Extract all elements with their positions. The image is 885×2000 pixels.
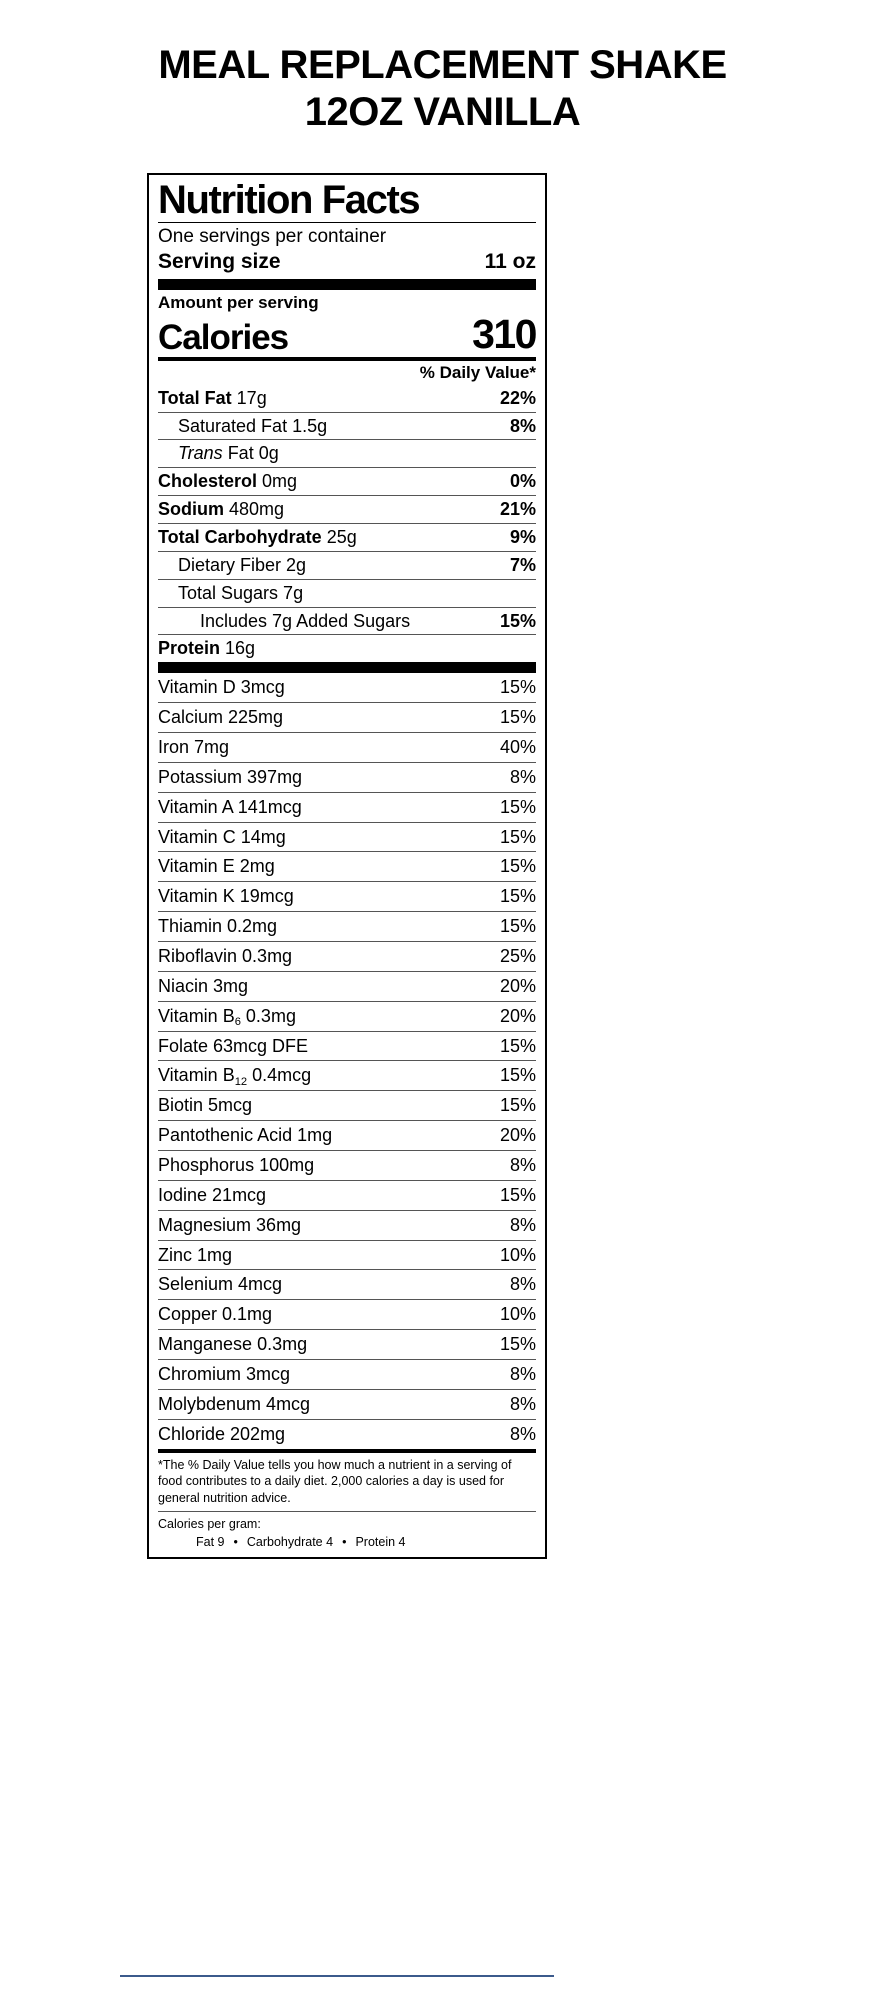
nutrition-facts-label-wrapper [147,173,547,1559]
vitamin-daily-value: 8% [509,1423,536,1444]
nutrient-row [158,439,536,467]
vitamin-row [158,1240,536,1270]
vitamin-row [158,1180,536,1210]
vitamin-name: Vitamin K 19mcg [158,886,294,907]
bullet-separator: • [233,1534,238,1549]
vitamin-name: Iron 7mg [158,736,230,757]
calories-per-gram-item: Carbohydrate 4 [246,1534,334,1549]
nutrient-name: Total Carbohydrate 25g [158,526,357,547]
nutrient-name: Saturated Fat 1.5g [178,415,328,436]
vitamin-row [158,1210,536,1240]
vitamin-row [158,911,536,941]
vitamin-row [158,822,536,852]
vitamin-daily-value: 15% [499,796,536,817]
serving-size-value: 11 oz [484,250,536,274]
calories-per-gram-item: Protein 4 [355,1534,406,1549]
vitamin-daily-value: 40% [499,736,536,757]
vitamin-row [158,1269,536,1299]
nutrient-daily-value: 21% [499,499,536,520]
vitamin-name: Folate 63mcg DFE [158,1035,309,1056]
vitamin-row [158,851,536,881]
vitamin-row [158,1090,536,1120]
nutrient-daily-value: 7% [509,554,536,575]
calories-value: 310 [472,310,536,357]
vitamin-daily-value: 20% [499,1125,536,1146]
vitamin-name: Thiamin 0.2mg [158,916,278,937]
nutrient-row [158,607,536,635]
nutrient-daily-value: 0% [509,471,536,492]
vitamin-row [158,1329,536,1359]
vitamin-row [158,1299,536,1329]
vitamin-name: Copper 0.1mg [158,1304,273,1325]
vitamin-name: Chloride 202mg [158,1423,286,1444]
vitamin-daily-value: 15% [499,916,536,937]
vitamin-daily-value: 15% [499,826,536,847]
vitamin-row [158,792,536,822]
servings-per-container: One servings per container [158,226,387,247]
calories-per-gram-label: Calories per gram: [158,1517,261,1532]
vitamin-daily-value: 15% [499,707,536,728]
vitamin-row [158,1150,536,1180]
daily-value-footnote: *The % Daily Value tells you how much a nutrient in a serving of food contributes to a daily diet. 2,000 calories a day is used for general nutrition advice. [158,1457,512,1505]
vitamin-name: Molybdenum 4mcg [158,1393,311,1414]
vitamin-row [158,1359,536,1389]
vitamin-name: Vitamin $B_6$ 0.3mg [158,1005,296,1028]
nutrient-name: Cholesterol 0mg [158,471,298,492]
vitamin-daily-value: 15% [499,886,536,907]
nutrient-row [158,467,536,495]
vitamin-row [158,762,536,792]
serving-size-row [158,249,536,278]
bottom-divider [120,1975,554,1977]
vitamin-daily-value: 20% [499,975,536,996]
vitamin-row [158,1031,536,1061]
nutrient-daily-value: 8% [509,415,536,436]
vitamin-name: Vitamin D 3mcg [158,677,285,698]
calories-row [158,310,536,357]
vitamin-name: Manganese 0.3mg [158,1334,308,1355]
nutrient-row [158,523,536,551]
vitamin-daily-value: 8% [509,1393,536,1414]
nutrient-name: Includes 7g Added Sugars [200,610,411,631]
nutrient-row [158,551,536,579]
vitamin-row [158,1389,536,1419]
vitamin-daily-value: 15% [499,1035,536,1056]
nutrient-row [158,634,536,662]
vitamin-name: Pantothenic Acid 1mg [158,1125,333,1146]
nutrient-daily-value: 9% [509,526,536,547]
nutrient-name: Total Sugars 7g [178,582,304,603]
vitamin-daily-value: 8% [509,1364,536,1385]
vitamin-daily-value: 25% [499,945,536,966]
page-title [0,0,885,136]
calories-per-gram-items [158,1534,536,1552]
nutrient-name: Total Fat 17g [158,387,267,408]
serving-size-label: Serving size [158,250,281,274]
vitamin-name: Potassium 397mg [158,766,303,787]
vitamin-name: Iodine 21mcg [158,1184,267,1205]
vitamin-name: Zinc 1mg [158,1244,233,1265]
vitamin-daily-value: 10% [499,1304,536,1325]
nutrient-name: Protein 16g [158,638,256,659]
vitamin-name: Niacin 3mg [158,975,249,996]
vitamin-name: Calcium 225mg [158,707,284,728]
vitamin-daily-value: 8% [509,1214,536,1235]
vitamin-mineral-list [158,673,536,1448]
nutrient-name: Dietary Fiber 2g [178,554,307,575]
vitamin-daily-value: 15% [499,677,536,698]
vitamin-row [158,1060,536,1090]
vitamin-name: Selenium 4mcg [158,1274,283,1295]
nutrient-name: Trans Fat 0g [178,443,279,464]
vitamin-row [158,1001,536,1031]
vitamin-name: Riboflavin 0.3mg [158,945,293,966]
bullet-separator: • [342,1534,347,1549]
vitamin-daily-value: 20% [499,1005,536,1026]
vitamin-row [158,881,536,911]
nutrient-row [158,412,536,440]
calories-per-gram-block [158,1511,536,1553]
vitamin-row [158,702,536,732]
vitamin-name: Vitamin $B_{12}$ 0.4mcg [158,1065,312,1088]
vitamin-name: Vitamin C 14mg [158,826,286,847]
vitamin-name: Chromium 3mcg [158,1364,291,1385]
amount-per-serving-label: Amount per serving [158,292,319,312]
vitamin-row [158,673,536,702]
vitamin-name: Magnesium 36mg [158,1214,302,1235]
product-title-line-1: MEAL REPLACEMENT SHAKE [158,43,727,87]
vitamin-daily-value: 15% [499,1334,536,1355]
vitamin-row [158,732,536,762]
vitamin-daily-value: 10% [499,1244,536,1265]
nutrient-list [158,385,536,663]
vitamin-row [158,971,536,1001]
vitamin-name: Biotin 5mcg [158,1095,253,1116]
vitamin-row [158,941,536,971]
nutrient-name: Sodium 480mg [158,499,285,520]
daily-value-header: % Daily Value* [419,362,536,382]
vitamin-daily-value: 15% [499,1184,536,1205]
nutrition-facts-label [147,173,547,1559]
product-title-line-2: 12OZ VANILLA [304,90,581,135]
calories-label: Calories [158,317,289,357]
nutrient-row [158,495,536,523]
vitamin-name: Vitamin A 141mcg [158,796,302,817]
vitamin-daily-value: 15% [499,856,536,877]
vitamin-name: Phosphorus 100mg [158,1155,315,1175]
vitamin-daily-value: 15% [499,1095,536,1116]
nutrient-daily-value: 15% [499,610,536,631]
vitamin-daily-value: 15% [499,1065,536,1086]
vitamin-name: Vitamin E 2mg [158,856,275,877]
nutrient-row [158,385,536,412]
nutrient-daily-value: 22% [499,387,536,408]
nutrition-facts-title: Nutrition Facts [158,178,420,222]
nutrient-row [158,579,536,607]
calories-per-gram-item: Fat 9 [196,1534,225,1549]
vitamin-row [158,1419,536,1449]
vitamin-daily-value: 8% [509,766,536,787]
vitamin-row [158,1120,536,1150]
vitamin-daily-value: 8% [509,1274,536,1295]
vitamin-daily-value: 8% [509,1155,536,1175]
